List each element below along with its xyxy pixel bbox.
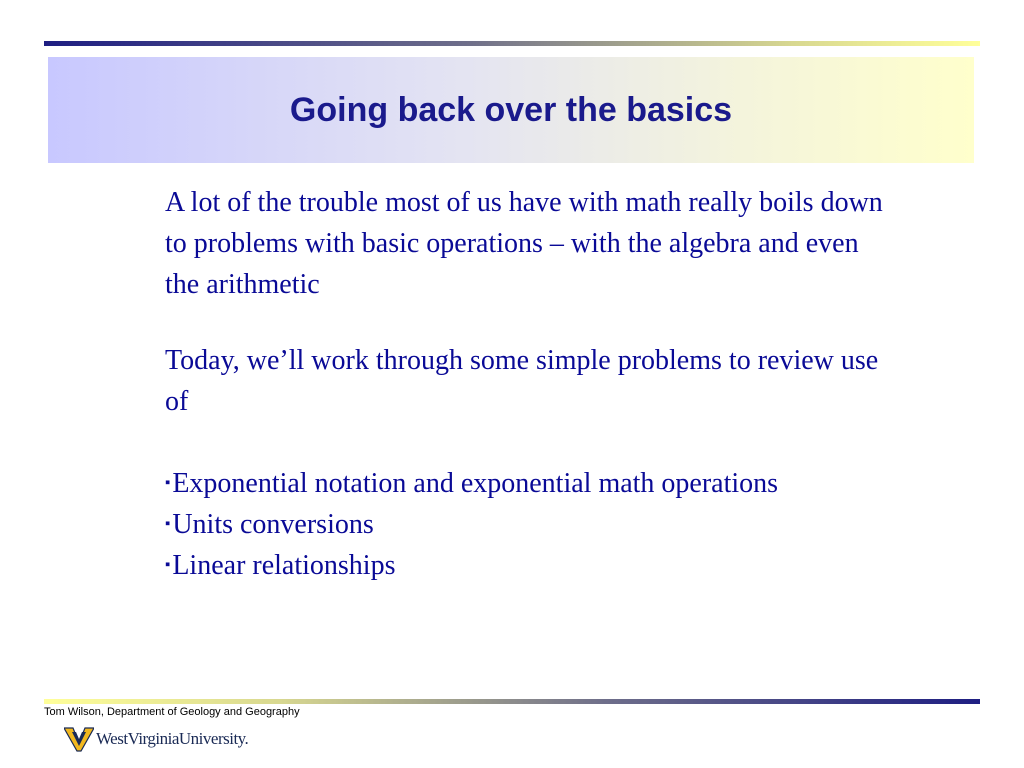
intro-paragraph: A lot of the trouble most of us have with math really boils down to problems with basic operations – with the algebra and even the arithmetic: [165, 187, 883, 300]
square-bullet-icon: ▪: [165, 516, 171, 532]
top-divider: [44, 41, 980, 46]
list-item: [165, 504, 885, 545]
list-item: [165, 463, 885, 504]
square-bullet-icon: ▪: [165, 475, 171, 491]
slide-title: Going back over the basics: [289, 91, 733, 129]
wv-flying-logo-icon: [64, 726, 94, 752]
bottom-divider: [44, 699, 980, 704]
footer-credit: Tom Wilson, Department of Geology and Geography: [44, 706, 300, 718]
logo-wordmark: WestVirginiaUniversity.: [96, 729, 249, 748]
list-item-text: Units conversions: [172, 509, 374, 540]
square-bullet-icon: ▪: [165, 557, 171, 573]
list-item-text: Exponential notation and exponential math operations: [172, 468, 779, 499]
university-logo: [64, 724, 248, 754]
list-item: [165, 545, 885, 586]
topic-list: [165, 463, 885, 586]
list-item-text: Linear relationships: [172, 550, 396, 581]
review-paragraph: Today, we’ll work through some simple problems to review use of: [165, 345, 879, 417]
slide-body: [165, 182, 885, 586]
